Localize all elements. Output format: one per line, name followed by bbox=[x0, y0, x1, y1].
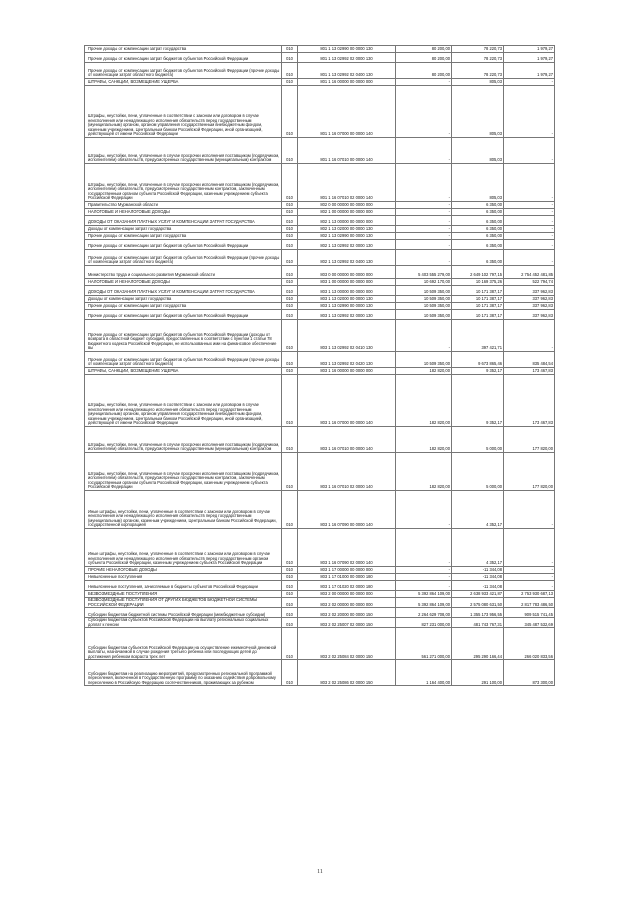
table-row bbox=[85, 567, 555, 574]
cell-name: Субсидии бюджетам субъектов Российской Федерации на осуществление ежемесячной денежной выплаты, назначаемой в случае рождения третьего ребенка или последующих детей до достижения ребенком возраста трех лет bbox=[85, 628, 282, 660]
cell-unexecuted: 337 962,83 bbox=[504, 296, 555, 303]
cell-revenue-code: 803 2 02 00000 00 0000 000 bbox=[298, 598, 396, 608]
cell-approved: 80 200,00 bbox=[396, 46, 452, 53]
cell-executed: 5 000,00 bbox=[452, 453, 504, 491]
table-row bbox=[85, 303, 555, 310]
cell-line-code: 010 bbox=[282, 608, 298, 618]
cell-executed: 4 352,17 bbox=[452, 529, 504, 567]
cell-executed: 10 171 387,17 bbox=[452, 310, 504, 320]
cell-revenue-code: 803 2 02 25086 02 0000 150 bbox=[298, 660, 396, 686]
cell-approved: 561 271 000,00 bbox=[396, 628, 452, 660]
cell-line-code: 010 bbox=[282, 250, 298, 266]
cell-executed: 9 673 865,46 bbox=[452, 352, 504, 368]
cell-approved: - bbox=[396, 164, 452, 202]
cell-name: ШТРАФЫ, САНКЦИИ, ВОЗМЕЩЕНИЕ УЩЕРБА bbox=[85, 79, 282, 86]
cell-executed: -11 344,08 bbox=[452, 574, 504, 581]
cell-approved: - bbox=[396, 250, 452, 266]
cell-revenue-code: 803 2 02 20000 00 0000 150 bbox=[298, 608, 396, 618]
cell-name: Прочие доходы от компенсации затрат государства bbox=[85, 303, 282, 310]
cell-revenue-code: 803 1 13 00000 00 0000 000 bbox=[298, 286, 396, 296]
cell-executed: 1 355 173 956,55 bbox=[452, 608, 504, 618]
table-body bbox=[85, 46, 555, 686]
cell-unexecuted: 1 979,27 bbox=[504, 63, 555, 79]
cell-executed: 6 350,00 bbox=[452, 226, 504, 233]
cell-line-code: 010 bbox=[282, 310, 298, 320]
revenue-execution-table bbox=[84, 45, 555, 686]
cell-name: Иные штрафы, неустойки, пени, уплаченные в соответствии с законом или договором в случае неисполнения или ненадлежащего исполнения обязательств перед государственным (муниципальным) органом, казенным учреждением, Центральным банком Российской Федерации, государственной корпорацией bbox=[85, 491, 282, 529]
table-row bbox=[85, 86, 555, 138]
cell-line-code: 010 bbox=[282, 574, 298, 581]
table-row bbox=[85, 79, 555, 86]
cell-line-code: 010 bbox=[282, 491, 298, 529]
cell-name: ДОХОДЫ ОТ ОКАЗАНИЯ ПЛАТНЫХ УСЛУГ И КОМПЕНСАЦИИ ЗАТРАТ ГОСУДАРСТВА bbox=[85, 286, 282, 296]
cell-unexecuted: 173 467,83 bbox=[504, 368, 555, 375]
cell-executed: 6 350,00 bbox=[452, 233, 504, 240]
cell-unexecuted: 337 962,83 bbox=[504, 310, 555, 320]
cell-name: Штрафы, неустойки, пени, уплаченные в соответствии с законом или договором в случае неисполнения или ненадлежащего исполнения обязательств перед государственным (муниципальным) органом, органом управления государственным внебюджетным фондом, казенным учреждением, Центральным банком Российской Федерации, иной организацией, действующей от имени Российской Федерации bbox=[85, 86, 282, 138]
cell-line-code: 010 bbox=[282, 266, 298, 279]
cell-name: Министерство труда и социального развития Мурманской области bbox=[85, 266, 282, 279]
cell-revenue-code: 803 1 13 02992 02 0000 130 bbox=[298, 310, 396, 320]
cell-revenue-code: 801 1 13 02992 02 0000 130 bbox=[298, 53, 396, 63]
cell-revenue-code: 802 1 13 02992 02 0400 130 bbox=[298, 250, 396, 266]
cell-revenue-code: 802 1 00 00000 00 0000 000 bbox=[298, 209, 396, 216]
cell-line-code: 010 bbox=[282, 368, 298, 375]
cell-executed: 10 171 387,17 bbox=[452, 286, 504, 296]
cell-unexecuted: 337 962,83 bbox=[504, 286, 555, 296]
cell-executed: 2 638 933 421,87 bbox=[452, 591, 504, 598]
table-row bbox=[85, 286, 555, 296]
cell-unexecuted: - bbox=[504, 567, 555, 574]
cell-approved: 10 509 350,00 bbox=[396, 296, 452, 303]
cell-revenue-code: 803 1 16 07010 02 0000 140 bbox=[298, 453, 396, 491]
cell-line-code: 010 bbox=[282, 618, 298, 628]
cell-revenue-code: 803 1 13 02000 00 0000 130 bbox=[298, 296, 396, 303]
cell-line-code: 010 bbox=[282, 53, 298, 63]
cell-line-code: 010 bbox=[282, 628, 298, 660]
cell-revenue-code: 802 1 13 02000 00 0000 130 bbox=[298, 226, 396, 233]
cell-executed: 6 350,00 bbox=[452, 209, 504, 216]
cell-revenue-code: 802 1 13 02990 00 0000 130 bbox=[298, 233, 396, 240]
cell-executed: 805,03 bbox=[452, 138, 504, 164]
table-row bbox=[85, 375, 555, 427]
cell-approved: - bbox=[396, 138, 452, 164]
table-row bbox=[85, 279, 555, 286]
cell-unexecuted: 177 820,00 bbox=[504, 453, 555, 491]
cell-name: Штрафы, неустойки, пени, уплаченные в случае просрочки исполнения поставщиком (подрядчиком, исполнителем) обязательств, предусмотренных государственным (муниципальным) контрактом bbox=[85, 138, 282, 164]
cell-line-code: 010 bbox=[282, 86, 298, 138]
cell-executed: 10 171 387,17 bbox=[452, 303, 504, 310]
cell-name: Невыясненные поступления, зачисляемые в бюджеты субъектов Российской Федерации bbox=[85, 581, 282, 591]
cell-approved: - bbox=[396, 567, 452, 574]
cell-name: Прочие доходы от компенсации затрат бюджетов субъектов Российской Федерации (доходы от возврата в областной бюджет субсидий, предоставленных в соответствии с пунктом 1 статьи 78 Бюджетного кодекса Российской Федерации, не использованных ими на финансовое обеспечение вы bbox=[85, 320, 282, 352]
cell-executed: 4 352,17 bbox=[452, 491, 504, 529]
cell-name: Доходы от компенсации затрат государства bbox=[85, 296, 282, 303]
cell-unexecuted: - bbox=[504, 138, 555, 164]
cell-approved: 80 200,00 bbox=[396, 63, 452, 79]
table-row bbox=[85, 529, 555, 567]
cell-line-code: 010 bbox=[282, 216, 298, 226]
cell-executed: 78 220,73 bbox=[452, 53, 504, 63]
table-row bbox=[85, 618, 555, 628]
cell-line-code: 010 bbox=[282, 352, 298, 368]
table-row bbox=[85, 368, 555, 375]
cell-executed: 9 352,17 bbox=[452, 375, 504, 427]
cell-line-code: 010 bbox=[282, 286, 298, 296]
cell-unexecuted: 177 820,00 bbox=[504, 427, 555, 453]
cell-revenue-code: 803 1 13 02990 00 0000 130 bbox=[298, 303, 396, 310]
cell-revenue-code: 803 2 00 00000 00 0000 000 bbox=[298, 591, 396, 598]
cell-line-code: 010 bbox=[282, 320, 298, 352]
cell-line-code: 010 bbox=[282, 303, 298, 310]
cell-approved: - bbox=[396, 233, 452, 240]
cell-approved: - bbox=[396, 209, 452, 216]
cell-executed: 295 290 166,44 bbox=[452, 628, 504, 660]
cell-approved: - bbox=[396, 581, 452, 591]
cell-unexecuted: 2 754 452 481,85 bbox=[504, 266, 555, 279]
cell-approved: 10 509 350,00 bbox=[396, 352, 452, 368]
cell-unexecuted: 1 979,27 bbox=[504, 53, 555, 63]
cell-executed: 5 000,00 bbox=[452, 427, 504, 453]
cell-approved: 182 820,00 bbox=[396, 453, 452, 491]
cell-approved: 2 264 629 708,00 bbox=[396, 608, 452, 618]
cell-executed: 805,03 bbox=[452, 164, 504, 202]
cell-revenue-code: 801 1 13 02990 00 0000 130 bbox=[298, 46, 396, 53]
cell-approved: - bbox=[396, 529, 452, 567]
cell-unexecuted: 173 467,83 bbox=[504, 375, 555, 427]
cell-revenue-code: 801 1 16 07000 00 0000 140 bbox=[298, 86, 396, 138]
cell-name: БЕЗВОЗМЕЗДНЫЕ ПОСТУПЛЕНИЯ ОТ ДРУГИХ БЮДЖЕТОВ БЮДЖЕТНОЙ СИСТЕМЫ РОССИЙСКОЙ ФЕДЕРАЦИИ bbox=[85, 598, 282, 608]
cell-approved: 10 692 170,00 bbox=[396, 279, 452, 286]
cell-executed: 481 743 767,31 bbox=[452, 618, 504, 628]
cell-executed: 6 350,00 bbox=[452, 240, 504, 250]
cell-unexecuted: - bbox=[504, 574, 555, 581]
cell-approved: - bbox=[396, 240, 452, 250]
cell-executed: -11 344,08 bbox=[452, 567, 504, 574]
cell-name: Штрафы, неустойки, пени, уплаченные в соответствии с законом или договором в случае неисполнения или ненадлежащего исполнения обязательств перед государственным (муниципальным) органом, органом управления государственным внебюджетным фондом, казенным учреждением, Центральным банком Российской Федерации, иной организацией, действующей от имени Российской Федерации bbox=[85, 375, 282, 427]
cell-unexecuted: - bbox=[504, 79, 555, 86]
cell-name: Невыясненные поступления bbox=[85, 574, 282, 581]
cell-revenue-code: 803 1 17 01000 00 0000 180 bbox=[298, 574, 396, 581]
cell-name: Субсидии бюджетам субъектов Российской Федерации на выплату региональных социальных доплат к пенсии bbox=[85, 618, 282, 628]
cell-name: НАЛОГОВЫЕ И НЕНАЛОГОВЫЕ ДОХОДЫ bbox=[85, 209, 282, 216]
cell-name: Прочие доходы от компенсации затрат бюджетов субъектов Российской Федерации (прочие доходы от компенсации затрат областного бюджета) bbox=[85, 250, 282, 266]
cell-line-code: 010 bbox=[282, 567, 298, 574]
table-row bbox=[85, 233, 555, 240]
cell-revenue-code: 802 1 13 02992 02 0000 130 bbox=[298, 240, 396, 250]
cell-approved: - bbox=[396, 491, 452, 529]
cell-name: Прочие доходы от компенсации затрат государства bbox=[85, 233, 282, 240]
cell-line-code: 010 bbox=[282, 581, 298, 591]
table-row bbox=[85, 427, 555, 453]
cell-line-code: 010 bbox=[282, 79, 298, 86]
cell-line-code: 010 bbox=[282, 375, 298, 427]
cell-name: Прочие доходы от компенсации затрат бюджетов субъектов Российской Федерации bbox=[85, 53, 282, 63]
cell-executed: 2 649 102 797,15 bbox=[452, 266, 504, 279]
cell-approved: 5 392 864 109,00 bbox=[396, 598, 452, 608]
cell-approved: 1 164 400,00 bbox=[396, 660, 452, 686]
cell-executed: 805,03 bbox=[452, 86, 504, 138]
cell-unexecuted: 1 979,27 bbox=[504, 46, 555, 53]
cell-unexecuted: - bbox=[504, 233, 555, 240]
cell-approved: 182 820,00 bbox=[396, 427, 452, 453]
cell-approved: - bbox=[396, 320, 452, 352]
cell-line-code: 010 bbox=[282, 46, 298, 53]
cell-approved: 10 509 350,00 bbox=[396, 310, 452, 320]
cell-revenue-code: 802 0 00 00000 00 0000 000 bbox=[298, 202, 396, 209]
table-row bbox=[85, 608, 555, 618]
cell-revenue-code: 803 1 16 07000 00 0000 140 bbox=[298, 375, 396, 427]
cell-name: ШТРАФЫ, САНКЦИИ, ВОЗМЕЩЕНИЕ УЩЕРБА bbox=[85, 368, 282, 375]
cell-line-code: 010 bbox=[282, 279, 298, 286]
cell-unexecuted: 2 753 930 687,13 bbox=[504, 591, 555, 598]
table-row bbox=[85, 53, 555, 63]
cell-revenue-code: 803 1 13 02992 02 0410 130 bbox=[298, 320, 396, 352]
cell-revenue-code: 803 1 13 02992 02 0420 130 bbox=[298, 352, 396, 368]
cell-line-code: 010 bbox=[282, 209, 298, 216]
cell-line-code: 010 bbox=[282, 226, 298, 233]
table-row bbox=[85, 202, 555, 209]
table-row bbox=[85, 491, 555, 529]
cell-unexecuted: 873 300,00 bbox=[504, 660, 555, 686]
cell-approved: 10 509 350,00 bbox=[396, 286, 452, 296]
cell-executed: 291 100,00 bbox=[452, 660, 504, 686]
cell-name: Прочие доходы от компенсации затрат государства bbox=[85, 46, 282, 53]
cell-revenue-code: 803 1 16 07010 00 0000 140 bbox=[298, 427, 396, 453]
table-row bbox=[85, 226, 555, 233]
cell-line-code: 010 bbox=[282, 427, 298, 453]
cell-executed: 9 352,17 bbox=[452, 368, 504, 375]
page-number: 11 bbox=[317, 869, 323, 875]
cell-unexecuted: 337 962,83 bbox=[504, 303, 555, 310]
cell-executed: 2 575 080 631,50 bbox=[452, 598, 504, 608]
cell-executed: 6 350,00 bbox=[452, 216, 504, 226]
cell-name: Прочие доходы от компенсации затрат бюджетов субъектов Российской Федерации bbox=[85, 310, 282, 320]
cell-approved: - bbox=[396, 79, 452, 86]
cell-executed: 6 350,00 bbox=[452, 202, 504, 209]
table-row bbox=[85, 352, 555, 368]
table-row bbox=[85, 581, 555, 591]
cell-revenue-code: 801 1 16 00000 00 0000 000 bbox=[298, 79, 396, 86]
cell-line-code: 010 bbox=[282, 529, 298, 567]
cell-unexecuted: - bbox=[504, 226, 555, 233]
cell-revenue-code: 803 1 00 00000 00 0000 000 bbox=[298, 279, 396, 286]
cell-unexecuted: 522 794,74 bbox=[504, 279, 555, 286]
cell-revenue-code: 801 1 13 02992 02 0400 130 bbox=[298, 63, 396, 79]
cell-name: ПРОЧИЕ НЕНАЛОГОВЫЕ ДОХОДЫ bbox=[85, 567, 282, 574]
cell-approved: 80 200,00 bbox=[396, 53, 452, 63]
cell-revenue-code: 801 1 16 07010 00 0000 140 bbox=[298, 138, 396, 164]
cell-revenue-code: 803 2 02 25007 02 0000 150 bbox=[298, 618, 396, 628]
cell-name: Штрафы, неустойки, пени, уплаченные в случае просрочки исполнения поставщиком (подрядчиком, исполнителем) обязательств, предусмотренных государственным контрактом, заключенным государственным органом субъекта Российской Федерации, казенным учреждением субъекта Российской Федерации bbox=[85, 453, 282, 491]
cell-name: Субсидии бюджетам на реализацию мероприятий, предусмотренных региональной программой переселения, включенной в Государственную программу по оказанию содействия добровольному переселению в Российскую Федерацию соотечественников, проживающих за рубежом bbox=[85, 660, 282, 686]
cell-executed: 397 421,71 bbox=[452, 320, 504, 352]
cell-name: Прочие доходы от компенсации затрат бюджетов субъектов Российской Федерации (прочие доходы от компенсации затрат областного бюджета) bbox=[85, 352, 282, 368]
cell-executed: 10 169 375,26 bbox=[452, 279, 504, 286]
cell-approved: - bbox=[396, 574, 452, 581]
table-row bbox=[85, 46, 555, 53]
cell-unexecuted: 835 484,54 bbox=[504, 352, 555, 368]
cell-approved: 5 392 864 109,00 bbox=[396, 591, 452, 598]
cell-revenue-code: 803 0 00 00000 00 0000 000 bbox=[298, 266, 396, 279]
cell-revenue-code: 803 1 17 00000 00 0000 000 bbox=[298, 567, 396, 574]
cell-unexecuted: - bbox=[504, 250, 555, 266]
cell-line-code: 010 bbox=[282, 453, 298, 491]
cell-name: Субсидии бюджетам бюджетной системы Российской Федерации (межбюджетные субсидии) bbox=[85, 608, 282, 618]
cell-revenue-code: 803 1 16 00000 00 0000 000 bbox=[298, 368, 396, 375]
table-row bbox=[85, 320, 555, 352]
cell-unexecuted: - bbox=[504, 209, 555, 216]
table-row bbox=[85, 574, 555, 581]
cell-revenue-code: 803 2 02 25084 02 0000 150 bbox=[298, 628, 396, 660]
cell-revenue-code: 801 1 16 07010 02 0000 140 bbox=[298, 164, 396, 202]
cell-unexecuted: - bbox=[504, 581, 555, 591]
cell-line-code: 010 bbox=[282, 240, 298, 250]
cell-approved: - bbox=[396, 226, 452, 233]
cell-approved: 182 820,00 bbox=[396, 375, 452, 427]
cell-name: ДОХОДЫ ОТ ОКАЗАНИЯ ПЛАТНЫХ УСЛУГ И КОМПЕНСАЦИИ ЗАТРАТ ГОСУДАРСТВА bbox=[85, 216, 282, 226]
cell-unexecuted: - bbox=[504, 240, 555, 250]
cell-line-code: 010 bbox=[282, 591, 298, 598]
cell-line-code: 010 bbox=[282, 660, 298, 686]
cell-approved: - bbox=[396, 202, 452, 209]
cell-name: НАЛОГОВЫЕ И НЕНАЛОГОВЫЕ ДОХОДЫ bbox=[85, 279, 282, 286]
cell-name: Прочие доходы от компенсации затрат бюджетов субъектов Российской Федерации (прочие доходы от компенсации затрат областного бюджета) bbox=[85, 63, 282, 79]
cell-executed: 805,03 bbox=[452, 79, 504, 86]
cell-unexecuted: 345 487 532,69 bbox=[504, 618, 555, 628]
cell-name: Иные штрафы, неустойки, пени, уплаченные в соответствии с законом или договором в случае неисполнения или ненадлежащего исполнения обязательств перед государственным органом субъекта Российской Федерации, казенным учреждением субъекта Российской Федерации bbox=[85, 529, 282, 567]
cell-revenue-code: 803 1 16 07090 00 0000 140 bbox=[298, 491, 396, 529]
cell-approved: - bbox=[396, 86, 452, 138]
cell-unexecuted: 266 020 833,56 bbox=[504, 628, 555, 660]
cell-name: Штрафы, неустойки, пени, уплаченные в случае просрочки исполнения поставщиком (подрядчиком, исполнителем) обязательств, предусмотренных государственным (муниципальным) контрактом bbox=[85, 427, 282, 453]
cell-unexecuted: 909 515 741,45 bbox=[504, 608, 555, 618]
cell-name: БЕЗВОЗМЕЗДНЫЕ ПОСТУПЛЕНИЯ bbox=[85, 591, 282, 598]
table-row bbox=[85, 591, 555, 598]
cell-unexecuted: - bbox=[504, 491, 555, 529]
cell-revenue-code: 802 1 13 00000 00 0000 000 bbox=[298, 216, 396, 226]
cell-executed: 78 220,73 bbox=[452, 46, 504, 53]
cell-line-code: 010 bbox=[282, 164, 298, 202]
cell-executed: 10 171 387,17 bbox=[452, 296, 504, 303]
cell-name: Прочие доходы от компенсации затрат бюджетов субъектов Российской Федерации bbox=[85, 240, 282, 250]
cell-unexecuted: - bbox=[504, 320, 555, 352]
table-row bbox=[85, 240, 555, 250]
cell-name: Доходы от компенсации затрат государства bbox=[85, 226, 282, 233]
table-row bbox=[85, 598, 555, 608]
cell-line-code: 010 bbox=[282, 296, 298, 303]
cell-unexecuted: - bbox=[504, 86, 555, 138]
cell-line-code: 010 bbox=[282, 138, 298, 164]
cell-line-code: 010 bbox=[282, 598, 298, 608]
cell-approved: 5 403 555 279,00 bbox=[396, 266, 452, 279]
cell-approved: 10 509 350,00 bbox=[396, 303, 452, 310]
cell-revenue-code: 803 1 17 01020 02 0000 180 bbox=[298, 581, 396, 591]
cell-executed: 6 350,00 bbox=[452, 250, 504, 266]
cell-approved: 182 820,00 bbox=[396, 368, 452, 375]
cell-unexecuted: 2 817 783 486,50 bbox=[504, 598, 555, 608]
cell-executed: -11 344,08 bbox=[452, 581, 504, 591]
cell-unexecuted: - bbox=[504, 529, 555, 567]
cell-approved: 827 231 000,00 bbox=[396, 618, 452, 628]
table-row bbox=[85, 660, 555, 686]
table-row bbox=[85, 453, 555, 491]
cell-unexecuted: - bbox=[504, 164, 555, 202]
cell-name: Правительство Мурманской области bbox=[85, 202, 282, 209]
cell-approved: - bbox=[396, 216, 452, 226]
table-row bbox=[85, 138, 555, 164]
table-row bbox=[85, 628, 555, 660]
cell-line-code: 010 bbox=[282, 202, 298, 209]
table-row bbox=[85, 266, 555, 279]
table-row bbox=[85, 164, 555, 202]
table-row bbox=[85, 216, 555, 226]
table-row bbox=[85, 250, 555, 266]
cell-name: Штрафы, неустойки, пени, уплаченные в случае просрочки исполнения поставщиком (подрядчиком, исполнителем) обязательств, предусмотренных государственным контрактом, заключенным государственным органом субъекта Российской Федерации, казенным учреждением субъекта Российской Федерации bbox=[85, 164, 282, 202]
cell-executed: 78 220,73 bbox=[452, 63, 504, 79]
table-row bbox=[85, 209, 555, 216]
cell-line-code: 010 bbox=[282, 63, 298, 79]
cell-line-code: 010 bbox=[282, 233, 298, 240]
table-row bbox=[85, 296, 555, 303]
cell-unexecuted: - bbox=[504, 202, 555, 209]
table-row bbox=[85, 63, 555, 79]
table-row bbox=[85, 310, 555, 320]
cell-revenue-code: 803 1 16 07090 02 0000 140 bbox=[298, 529, 396, 567]
cell-unexecuted: - bbox=[504, 216, 555, 226]
